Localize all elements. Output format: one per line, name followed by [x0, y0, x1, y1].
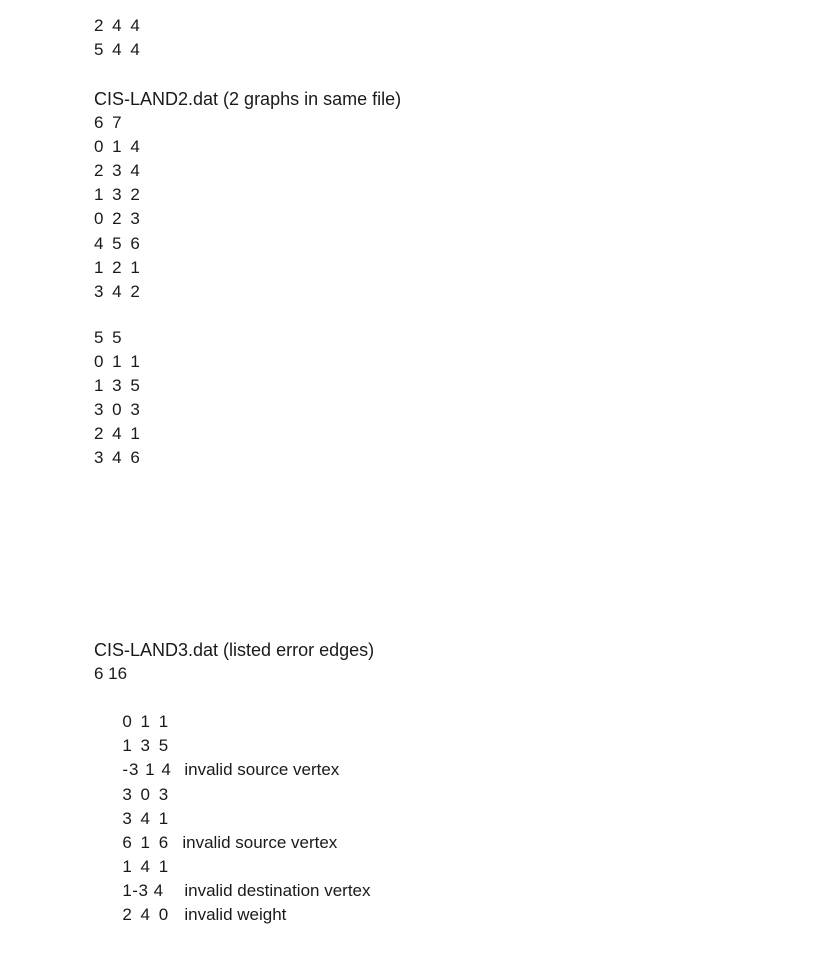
graph1-header: 6 7	[94, 113, 124, 133]
data-line: 2 4 4	[94, 16, 142, 35]
land3-section	[94, 638, 375, 925]
graph1-edge: 4 5 6	[94, 233, 142, 253]
land2-graph2	[94, 326, 142, 471]
graph1-edge: 1 3 2	[94, 185, 142, 205]
edge-text: 1 4 1	[122, 856, 171, 876]
graph2-edge: 2 4 1	[94, 424, 142, 444]
land3-title: CIS-LAND3.dat (listed error edges)	[94, 640, 375, 660]
edge-text: -3 1 4	[122, 760, 172, 780]
land2-title: CIS-LAND2.dat (2 graphs in same file)	[94, 89, 402, 109]
edge-text: 1 3 5	[122, 736, 171, 756]
top-lines	[94, 14, 142, 62]
graph1-edge: 3 4 2	[94, 281, 142, 301]
edge-text: 1-3 4	[122, 880, 164, 900]
graph2-header: 5 5	[94, 328, 124, 347]
graph2-edge: 3 0 3	[94, 400, 142, 420]
edge-text: 0 1 1	[122, 712, 171, 732]
land2-section	[94, 87, 401, 304]
graph1-edge: 0 1 4	[94, 137, 142, 157]
graph2-edge: 0 1 1	[94, 352, 142, 372]
graph1-edge: 2 3 4	[94, 161, 142, 181]
land3-row	[94, 686, 374, 732]
error-note: invalid destination vertex	[184, 880, 371, 900]
edge-text: 3 4 1	[122, 808, 171, 828]
edge-text: 6 1 6	[122, 832, 171, 852]
graph2-edge: 3 4 6	[94, 448, 142, 468]
error-note: invalid source vertex	[184, 760, 340, 780]
error-note: invalid source vertex	[182, 832, 338, 852]
graph1-edge: 0 2 3	[94, 209, 142, 229]
error-note: invalid weight	[184, 905, 287, 925]
land3-header: 6 16	[94, 664, 128, 684]
data-line: 5 4 4	[94, 40, 142, 60]
edge-text: 3 0 3	[122, 784, 171, 804]
graph1-edge: 1 2 1	[94, 257, 142, 277]
edge-text: 2 4 0	[122, 905, 171, 925]
graph2-edge: 1 3 5	[94, 376, 142, 396]
